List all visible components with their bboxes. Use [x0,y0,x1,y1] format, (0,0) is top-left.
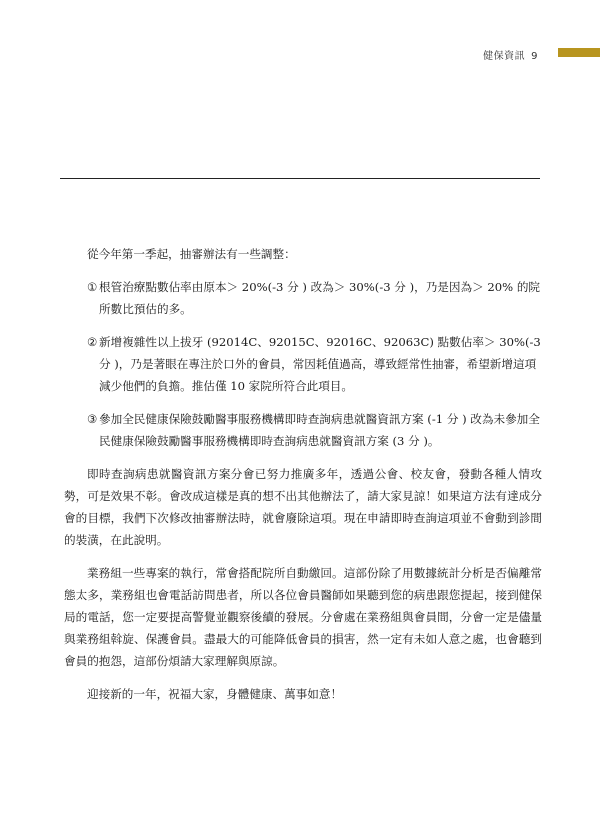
list-item [87,331,542,397]
horizontal-rule [60,178,540,179]
closing-text: 迎接新的一年，祝福大家，身體健康、萬事如意！ [87,687,343,701]
list-item-text: 參加全民健康保險鼓勵醫事服務機構即時查詢病患就醫資訊方案 (-1 分 ) 改為未參加全民健康保險鼓勵醫事服務機構即時查詢病患就醫資訊方案 (3 分 )。 [99,412,540,448]
intro-text: 從今年第一季起，抽審辦法有一些調整： [87,247,296,261]
paragraph: 業務組一些專案的執行，常會搭配院所自動繳回。這部份除了用數據統計分析是否偏離常態太多，業務組也會電話訪問患者，所以各位會員醫師如果聽到您的病患跟您提起，接到健保局的電話，您一定要提高警覺並觀察後續的發展。分會處在業務組與會員間，分會一定是儘量與業務組斡旋、保護會員。盡最大的可能降低會員的損害，然一定有未如人意之處，也會聽到會員的抱怨，這部份煩請大家理解與原諒。 [64,566,542,668]
list-item [87,276,542,320]
article-body [64,243,542,705]
page-number: 9 [531,51,538,62]
list-marker: ① [87,280,98,294]
list-marker: ③ [87,412,98,426]
paragraph: 即時查詢病患就醫資訊方案分會已努力推廣多年，透過公會、校友會，發動各種人情攻勢，可是效果不彰。會改成這樣是真的想不出其他辦法了，請大家見諒！如果這方法有達成分會的目標，我們下次修改抽審辦法時，就會廢除這項。現在申請即時查詢這項並不會動到診間的裝潢，在此說明。 [64,467,542,547]
list-item [87,408,542,452]
section-title: 健保資訊 [483,51,526,62]
running-header [483,47,538,62]
list-marker: ② [87,335,98,349]
list-item-text: 根管治療點數佔率由原本＞ 20%(-3 分 ) 改為＞ 30%(-3 分 )，乃是因為＞ 20% 的院所數比預估的多。 [99,280,541,316]
list-item-text: 新增複雜性以上拔牙 (92014C、92015C、92016C、92063C) 點數佔率＞ 30%(-3 分 )，乃是著眼在專注於口外的會員，常因耗值過高，導致經常性抽審，希望新增這項減少他們的負擔。推估僅 10 家院所符合此項目。 [99,335,541,393]
header-accent-bar [558,48,600,57]
